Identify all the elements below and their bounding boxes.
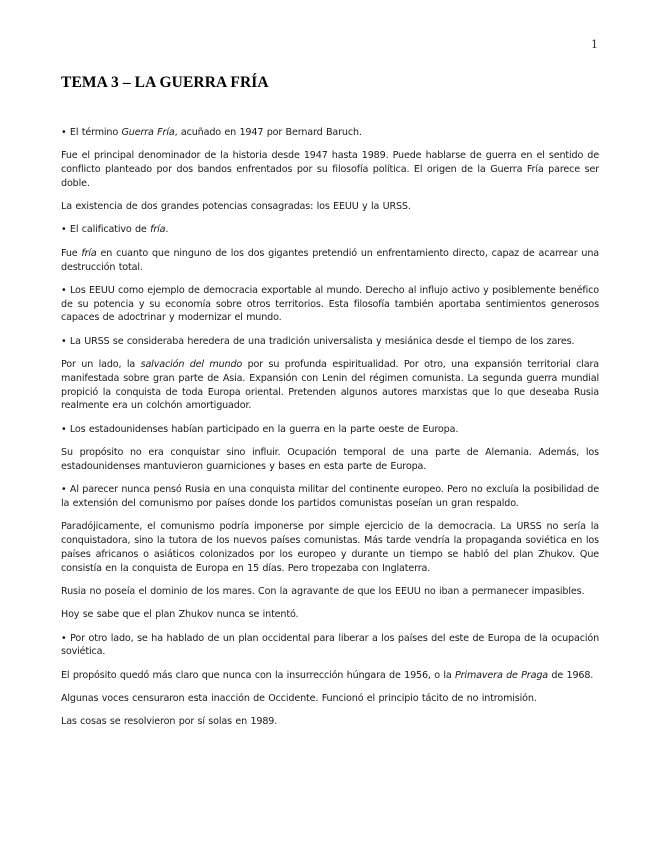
text-run: • Los estadounidenses habían participado en la guerra en la parte oeste de Europa. bbox=[61, 423, 459, 435]
paragraph bbox=[61, 284, 599, 325]
text-run: Paradójicamente, el comunismo podría imponerse por simple ejercicio de la democracia. La URSS no sería la conquistadora, sino la tutora de los nuevos países comunistas. Más tarde vendría la propaganda soviética en los países africanos o asiáticos colonizados por los europeo y durante un tiempo se habló del plan Zhukov. Que consistía en la conquista de Europa en 15 días. Pero tropezaba con Inglaterra. bbox=[61, 521, 599, 574]
paragraph bbox=[61, 669, 599, 683]
paragraph bbox=[61, 632, 599, 660]
text-run: por su profunda espiritualidad. Por otro, una expansión territorial clara manifestada sobre gran parte de Asia. Expansión con Lenin del régimen comunista. La segunda guerra mundial propició la conquista de toda Europa oriental. Pretenden algunos autores marxistas que lo que deseaba Rusia realmente era un colchón amortiguador. bbox=[61, 359, 599, 412]
text-run: • Por otro lado, se ha hablado de un plan occidental para liberar a los países del este de Europa de la ocupación soviética. bbox=[61, 632, 599, 658]
text-run: • Los EEUU como ejemplo de democracia exportable al mundo. Derecho al influjo activo y posiblemente benéfico de su potencia y su economía sobre otros territorios. Esta filosofía también aportaba sentimientos generosos capaces de adoctrinar y modernizar el mundo. bbox=[61, 284, 599, 324]
text-run: • El calificativo de bbox=[61, 224, 151, 236]
italic-text: Guerra Fría bbox=[121, 127, 175, 138]
paragraph bbox=[61, 335, 599, 349]
paragraph bbox=[61, 715, 599, 729]
italic-text: salvación del mundo bbox=[140, 359, 243, 371]
text-run: Por un lado, la bbox=[61, 359, 141, 371]
text-run: Fue bbox=[61, 247, 82, 259]
paragraph bbox=[61, 126, 599, 140]
paragraph bbox=[61, 520, 599, 575]
paragraph bbox=[61, 423, 599, 437]
paragraph bbox=[61, 247, 599, 275]
text-run: de 1968. bbox=[548, 669, 594, 681]
paragraph bbox=[61, 358, 599, 413]
paragraph bbox=[61, 692, 599, 706]
text-run: • Al parecer nunca pensó Rusia en una conquista militar del continente europeo. Pero no excluía la posibilidad de la extensión del comunismo por países donde los partidos comunistas poseían un gran respaldo. bbox=[61, 484, 599, 509]
paragraph bbox=[61, 200, 599, 214]
italic-text: Primavera de Praga bbox=[455, 669, 548, 681]
paragraph bbox=[61, 483, 599, 511]
paragraph bbox=[61, 149, 599, 190]
italic-text: fría bbox=[150, 224, 166, 236]
text-run: Hoy se sabe que el plan Zhukov nunca se intentó. bbox=[61, 609, 299, 621]
text-run: Fue el principal denominador de la historia desde 1947 hasta 1989. Puede hablarse de guerra en el sentido de conflicto planteado por dos bandos enfrentados por su filosofía política. El origen de la Guerra Fría parece ser doble. bbox=[61, 150, 599, 189]
paragraph bbox=[61, 585, 599, 599]
paragraph bbox=[61, 446, 599, 474]
paragraph-list bbox=[61, 126, 599, 729]
text-run: Algunas voces censuraron esta inacción de Occidente. Funcionó el principio tácito de no intromisión. bbox=[61, 692, 537, 704]
text-run: Rusia no poseía el dominio de los mares. Con la agravante de que los EEUU no iban a permanecer impasibles. bbox=[61, 585, 585, 597]
text-run: , acuñado en 1947 por Bernard Baruch. bbox=[174, 127, 362, 138]
text-run: El propósito quedó más claro que nunca con la insurrección húngara de 1956, o la bbox=[61, 669, 455, 681]
page-number: 1 bbox=[591, 38, 598, 51]
text-run: en cuanto que ninguno de los dos gigantes pretendió un enfrentamiento directo, capaz de acarrear una destrucción total. bbox=[61, 247, 599, 273]
text-run: • El término bbox=[61, 127, 122, 138]
text-run: Las cosas se resolvieron por sí solas en 1989. bbox=[61, 716, 278, 728]
text-run: Su propósito no era conquistar sino influir. Ocupación temporal de una parte de Alemania. Además, los estadounidenses mantuvieron guarniciones y bases en esta parte de Europa. bbox=[61, 447, 599, 472]
text-run: . bbox=[165, 224, 169, 236]
document-body bbox=[61, 74, 599, 739]
paragraph bbox=[61, 608, 599, 622]
italic-text: fría bbox=[81, 247, 97, 259]
document-title: TEMA 3 – LA GUERRA FRÍA bbox=[61, 74, 269, 91]
paragraph bbox=[61, 223, 599, 237]
text-run: • La URSS se consideraba heredera de una tradición universalista y mesiánica desde el tiempo de los zares. bbox=[61, 335, 575, 347]
text-run: La existencia de dos grandes potencias consagradas: los EEUU y la URSS. bbox=[61, 201, 411, 213]
